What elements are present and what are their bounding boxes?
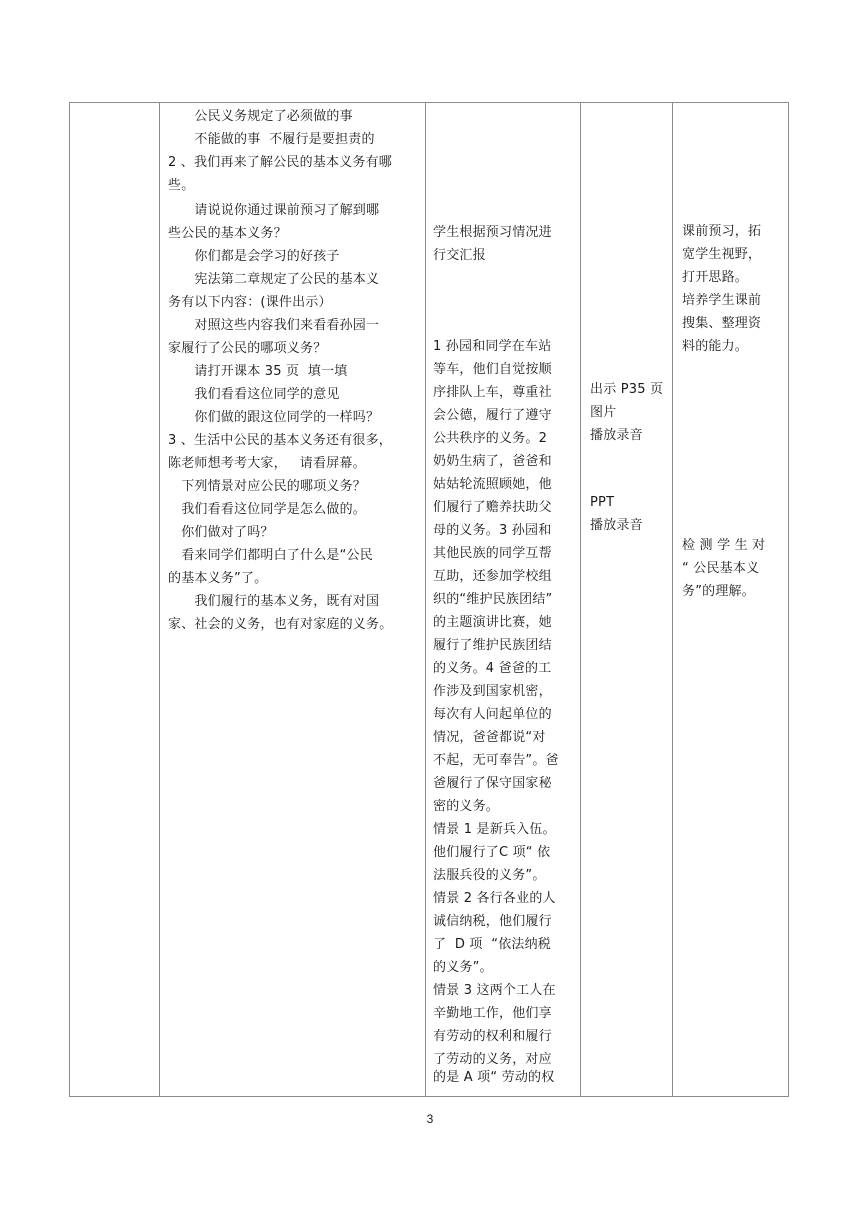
teacher-line: 不能做的事 不履行是要担责的: [168, 132, 375, 147]
intent-line: 务”的理解。: [682, 584, 755, 599]
intent-line: “ 公民基本义: [682, 561, 760, 576]
student-line: 的义务”。: [433, 960, 493, 975]
table-row: [70, 103, 789, 1097]
student-line: 奶奶生病了，爸爸和: [433, 454, 552, 469]
teacher-line: 家、社会的义务，也有对家庭的义务。: [168, 617, 393, 632]
student-line: 行交汇报: [433, 248, 486, 263]
teacher-line: 宪法第二章规定了公民的基本义: [168, 272, 380, 287]
student-line: 了劳动的义务，对应: [433, 1052, 552, 1067]
teacher-line: 你们都是会学习的好孩子: [168, 249, 340, 264]
lesson-plan-table: [69, 102, 789, 1097]
teacher-line: 些。: [168, 178, 195, 193]
student-activity-cell: [426, 103, 581, 1097]
student-line: 1 孙园和同学在车站: [433, 339, 552, 354]
student-line: 作涉及到国家机密，: [433, 684, 552, 699]
empty-left-column: [70, 103, 160, 1097]
design-intent-cell: [673, 103, 789, 1097]
media-line: PPT: [590, 495, 615, 510]
teacher-line: 2 、我们再来了解公民的基本义务有哪: [168, 155, 393, 170]
student-line: 了 D 项 “依法纳税: [433, 937, 552, 952]
media-line: 出示 P35 页: [590, 382, 664, 397]
student-line: 有劳动的权利和履行: [433, 1029, 552, 1044]
student-line: 互助，还参加学校组: [433, 569, 552, 584]
teacher-line: 我们看看这位同学的意见: [168, 387, 340, 402]
student-line: 诚信纳税，他们履行: [433, 914, 552, 929]
student-line: 法服兵役的义务”。: [433, 868, 546, 883]
media-line: 播放录音: [590, 428, 643, 443]
teacher-line: 的基本义务”了。: [168, 571, 268, 586]
intent-line: 搜集、整理资: [682, 316, 762, 331]
teacher-line: 些公民的基本义务？: [168, 226, 287, 241]
teacher-line: 下列情景对应公民的哪项义务？: [168, 479, 367, 494]
student-line: 密的义务。: [433, 799, 500, 814]
intent-line: 培养学生课前: [682, 293, 762, 308]
teacher-line: 3 、生活中公民的基本义务还有很多，: [168, 433, 393, 448]
teacher-line: 你们做对了吗？: [168, 525, 274, 540]
teacher-line: 我们履行的基本义务，既有对国: [168, 594, 380, 609]
student-line: 的义务。4 爸爸的工: [433, 661, 552, 676]
teacher-line: 请打开课本 35 页 填一填: [168, 364, 348, 379]
intent-line: 检 测 学 生 对: [682, 538, 766, 553]
student-line: 的主题演讲比赛，她: [433, 615, 552, 630]
teacher-line: 家履行了公民的哪项义务？: [168, 341, 327, 356]
student-line: 会公德，履行了遵守: [433, 408, 552, 423]
student-line: 爸履行了保守国家秘: [433, 776, 552, 791]
student-line: 的是 A 项“ 劳动的权: [433, 1070, 555, 1085]
student-line: 辛勤地工作，他们享: [433, 1006, 552, 1021]
student-line: 织的“维护民族团结”: [433, 592, 553, 607]
student-line: 母的义务。3 孙园和: [433, 523, 552, 538]
teacher-line: 陈老师想考考大家， 请看屏幕。: [168, 456, 366, 471]
student-line: 情况，爸爸都说“对: [433, 730, 546, 745]
student-line: 每次有人问起单位的: [433, 707, 552, 722]
teacher-line: 请说说你通过课前预习了解到哪: [168, 203, 380, 218]
teacher-activity-cell: [160, 103, 426, 1097]
intent-line: 宽学生视野，: [682, 247, 762, 262]
student-line: 学生根据预习情况进: [433, 225, 552, 240]
media-cell: [581, 103, 673, 1097]
student-line: 履行了维护民族团结: [433, 638, 552, 653]
student-line: 们履行了赡养扶助父: [433, 500, 552, 515]
teacher-line: 务有以下内容：(课件出示）: [168, 295, 332, 310]
student-line: 情景 2 各行各业的人: [433, 891, 556, 906]
teacher-line: 我们看看这位同学是怎么做的。: [168, 502, 367, 517]
teacher-line: 你们做的跟这位同学的一样吗？: [168, 410, 380, 425]
media-line: 播放录音: [590, 518, 643, 533]
student-line: 他们履行了C 项“ 依: [433, 845, 551, 860]
student-line: 姑姑轮流照顾她，他: [433, 477, 552, 492]
student-line: 序排队上车，尊重社: [433, 385, 552, 400]
student-line: 情景 1 是新兵入伍。: [433, 822, 556, 837]
media-line: 图片: [590, 405, 617, 420]
teacher-line: 公民义务规定了必须做的事: [168, 109, 353, 124]
student-line: 公共秩序的义务。2: [433, 431, 548, 446]
student-line: 其他民族的同学互帮: [433, 546, 552, 561]
intent-line: 打开思路。: [682, 270, 749, 285]
student-line: 等车，他们自觉按顺: [433, 362, 552, 377]
teacher-line: 看来同学们都明白了什么是“公民: [168, 548, 373, 563]
page-number: 3: [426, 1112, 434, 1126]
teacher-line: 对照这些内容我们来看看孙园一: [168, 318, 380, 333]
student-line: 情景 3 这两个工人在: [433, 983, 556, 998]
student-line: 不起，无可奉告”。爸: [433, 753, 559, 768]
intent-line: 料的能力。: [682, 339, 749, 354]
intent-line: 课前预习，拓: [682, 224, 762, 239]
